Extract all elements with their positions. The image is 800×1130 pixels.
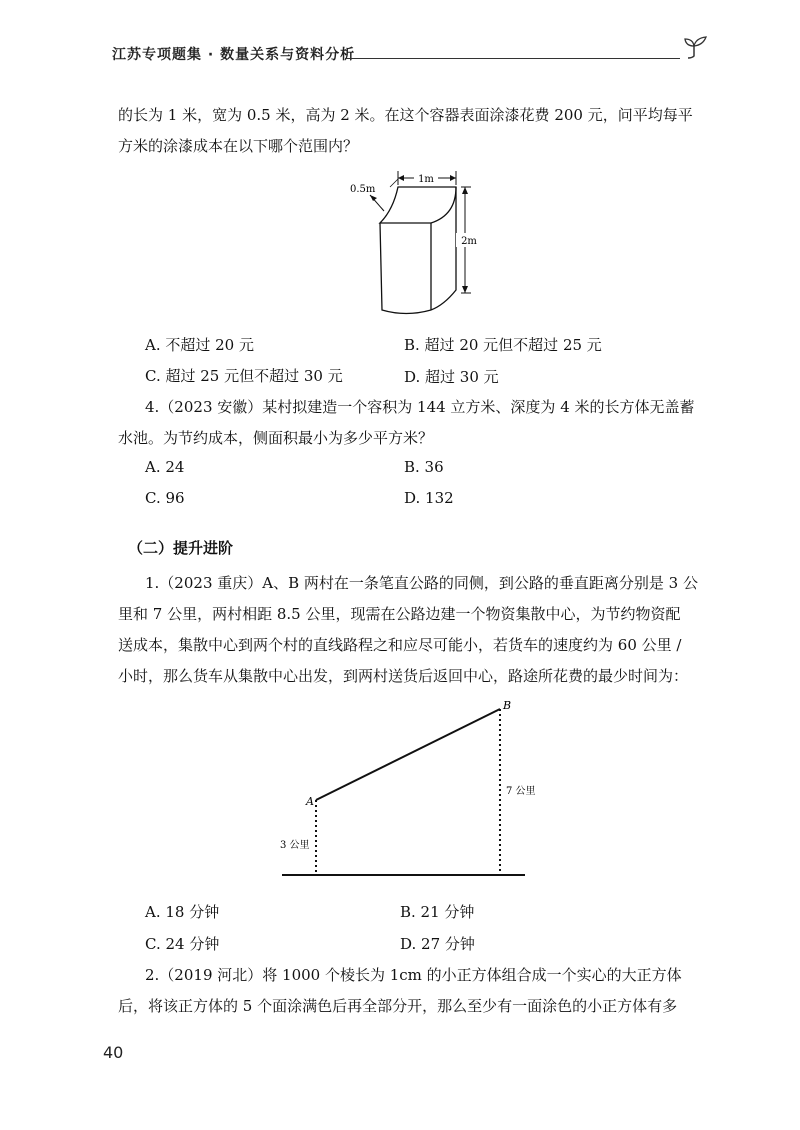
q4-option-a: A. 24 xyxy=(145,458,185,476)
section-heading: （二）提升进阶 xyxy=(128,539,234,557)
q5-option-a: A. 18 分钟 xyxy=(145,903,220,921)
q3-option-c: C. 超过 25 元但不超过 30 元 xyxy=(145,367,343,385)
q6-text-line2: 后，将该正方体的 5 个面涂满色后再全部分开，那么至少有一面涂色的小正方体有多 xyxy=(118,997,678,1015)
q3-container-figure xyxy=(340,165,490,325)
q5-text-line2: 里和 7 公里，两村相距 8.5 公里，现需在公路边建一个物资集散中心，为节约物资配 xyxy=(118,605,681,623)
q3-length-label: 1m xyxy=(418,174,434,185)
q6-text-line1: 2.（2019 河北）将 1000 个棱长为 1cm 的小正方体组合成一个实心的大正方体 xyxy=(145,966,682,984)
q5-distance-b-label: 7 公里 xyxy=(506,786,536,797)
q4-option-b: B. 36 xyxy=(404,458,444,476)
q5-option-c: C. 24 分钟 xyxy=(145,935,220,953)
page-number: 40 xyxy=(103,1043,124,1062)
q4-option-d: D. 132 xyxy=(404,489,454,507)
q3-option-b: B. 超过 20 元但不超过 25 元 xyxy=(404,336,602,354)
sprout-icon xyxy=(682,36,722,66)
running-header-title: 江苏专项题集 · 数量关系与资料分析 xyxy=(112,47,356,63)
q3-text-line1: 的长为 1 米，宽为 0.5 米，高为 2 米。在这个容器表面涂漆花费 200 元，问平均每平 xyxy=(118,106,693,124)
q3-option-d: D. 超过 30 元 xyxy=(404,368,499,386)
q4-option-c: C. 96 xyxy=(145,489,185,507)
q5-villages-figure xyxy=(270,695,540,885)
q5-text-line3: 送成本，集散中心到两个村的直线路程之和应尽可能小，若货车的速度约为 60 公里 / xyxy=(118,636,682,654)
q5-text-line4: 小时，那么货车从集散中心出发，到两村送货后返回中心，路途所花费的最少时间为： xyxy=(118,667,689,685)
q3-text-line2: 方米的涂漆成本在以下哪个范围内？ xyxy=(118,137,359,155)
q3-width-label: 0.5m xyxy=(350,184,376,195)
q5-option-d: D. 27 分钟 xyxy=(400,935,475,953)
q5-point-b-label: B xyxy=(503,699,512,712)
q4-text-line2: 水池。为节约成本，侧面积最小为多少平方米？ xyxy=(118,429,434,447)
q5-text-line1: 1.（2023 重庆）A、B 两村在一条笔直公路的同侧，到公路的垂直距离分别是 3 公 xyxy=(145,574,698,592)
q5-point-a-label: A xyxy=(306,795,314,808)
q5-option-b: B. 21 分钟 xyxy=(400,903,475,921)
q4-text-line1: 4.（2023 安徽）某村拟建造一个容积为 144 立方米、深度为 4 米的长方体无盖蓄 xyxy=(145,398,695,416)
q3-option-a: A. 不超过 20 元 xyxy=(145,336,254,354)
header-rule xyxy=(345,58,680,59)
q5-distance-a-label: 3 公里 xyxy=(280,840,310,851)
q3-height-label: 2m xyxy=(461,236,477,247)
